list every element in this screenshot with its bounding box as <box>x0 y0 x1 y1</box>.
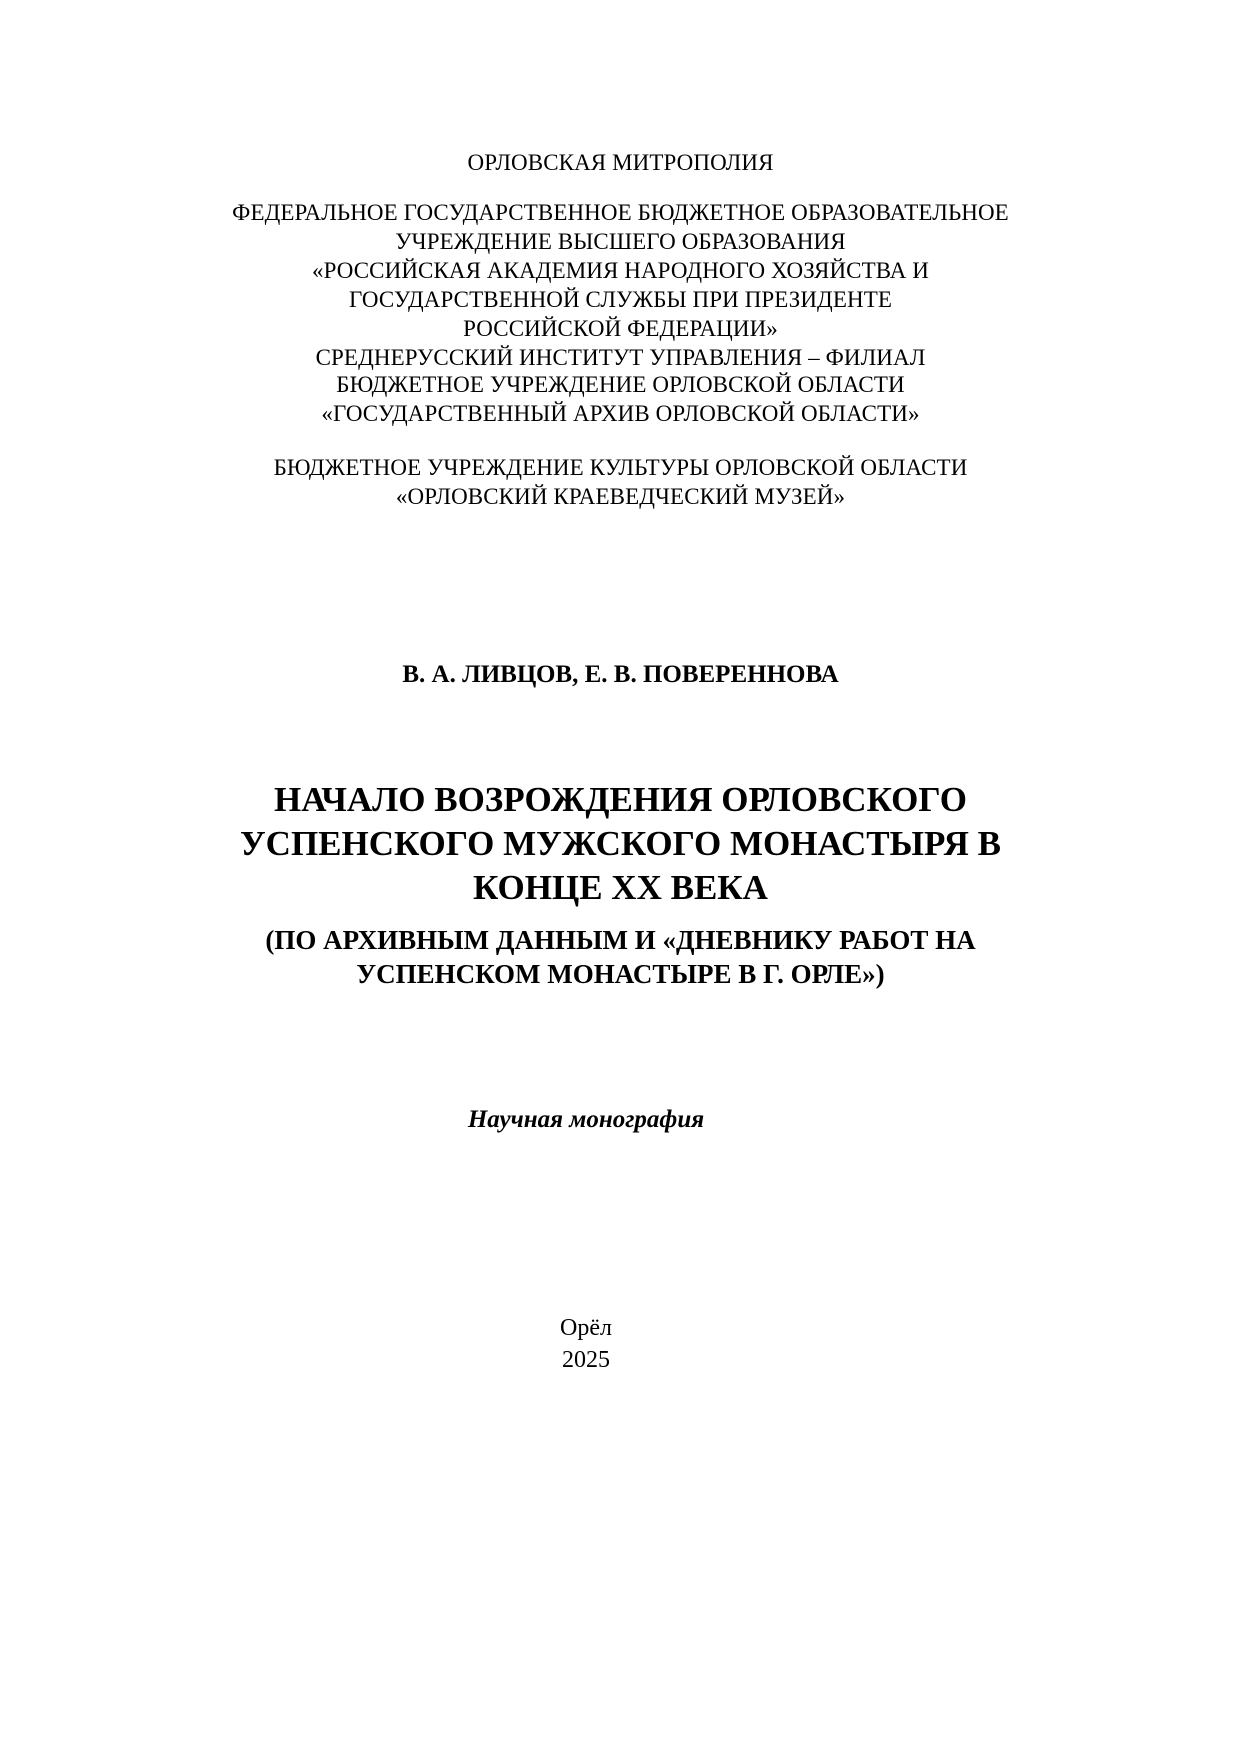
ranepa-line: ГОСУДАРСТВЕННОЙ СЛУЖБЫ ПРИ ПРЕЗИДЕНТЕ <box>349 287 892 312</box>
ranepa-line: РОССИЙСКОЙ ФЕДЕРАЦИИ» <box>463 316 778 341</box>
archive-line: «ГОСУДАРСТВЕННЫЙ АРХИВ ОРЛОВСКОЙ ОБЛАСТИ» <box>321 401 920 426</box>
archive-line: БЮДЖЕТНОЕ УЧРЕЖДЕНИЕ ОРЛОВСКОЙ ОБЛАСТИ <box>336 372 905 397</box>
title-line: НАЧАЛО ВОЗРОЖДЕНИЯ ОРЛОВСКОГО <box>274 780 967 819</box>
archive-header <box>0 370 1241 428</box>
imprint-city: Орёл <box>560 1315 612 1341</box>
subtitle-line: (ПО АРХИВНЫМ ДАННЫМ И «ДНЕВНИКУ РАБОТ НА <box>265 925 976 955</box>
museum-line: «ОРЛОВСКИЙ КРАЕВЕДЧЕСКИЙ МУЗЕЙ» <box>395 484 846 509</box>
book-subtitle <box>0 923 1241 991</box>
imprint <box>0 1312 1172 1376</box>
metropolia-name: ОРЛОВСКАЯ МИТРОПОЛИЯ <box>467 150 774 175</box>
book-title <box>0 778 1241 910</box>
ranepa-header <box>0 198 1241 372</box>
ranepa-line: СРЕДНЕРУССКИЙ ИНСТИТУТ УПРАВЛЕНИЯ – ФИЛИАЛ <box>315 345 926 370</box>
genre-label <box>0 1105 1172 1135</box>
title-line: КОНЦЕ XX ВЕКА <box>473 868 768 907</box>
metropolia-header <box>0 148 1241 177</box>
ranepa-line: ФЕДЕРАЛЬНОЕ ГОСУДАРСТВЕННОЕ БЮДЖЕТНОЕ ОБРАЗОВАТЕЛЬНОЕ <box>232 200 1009 225</box>
authors-line: В. А. ЛИВЦОВ, Е. В. ПОВЕРЕННОВА <box>402 661 839 688</box>
genre-text: Научная монография <box>467 1106 705 1133</box>
authors <box>0 660 1241 690</box>
imprint-year: 2025 <box>562 1347 610 1373</box>
museum-line: БЮДЖЕТНОЕ УЧРЕЖДЕНИЕ КУЛЬТУРЫ ОРЛОВСКОЙ ОБЛАСТИ <box>273 455 968 480</box>
subtitle-line: УСПЕНСКОМ МОНАСТЫРЕ В Г. ОРЛЕ») <box>356 959 885 989</box>
ranepa-line: УЧРЕЖДЕНИЕ ВЫСШЕГО ОБРАЗОВАНИЯ <box>395 229 846 254</box>
title-line: УСПЕНСКОГО МУЖСКОГО МОНАСТЫРЯ В <box>240 824 1001 863</box>
museum-header <box>0 453 1241 511</box>
ranepa-line: «РОССИЙСКАЯ АКАДЕМИЯ НАРОДНОГО ХОЗЯЙСТВА И <box>311 258 930 283</box>
